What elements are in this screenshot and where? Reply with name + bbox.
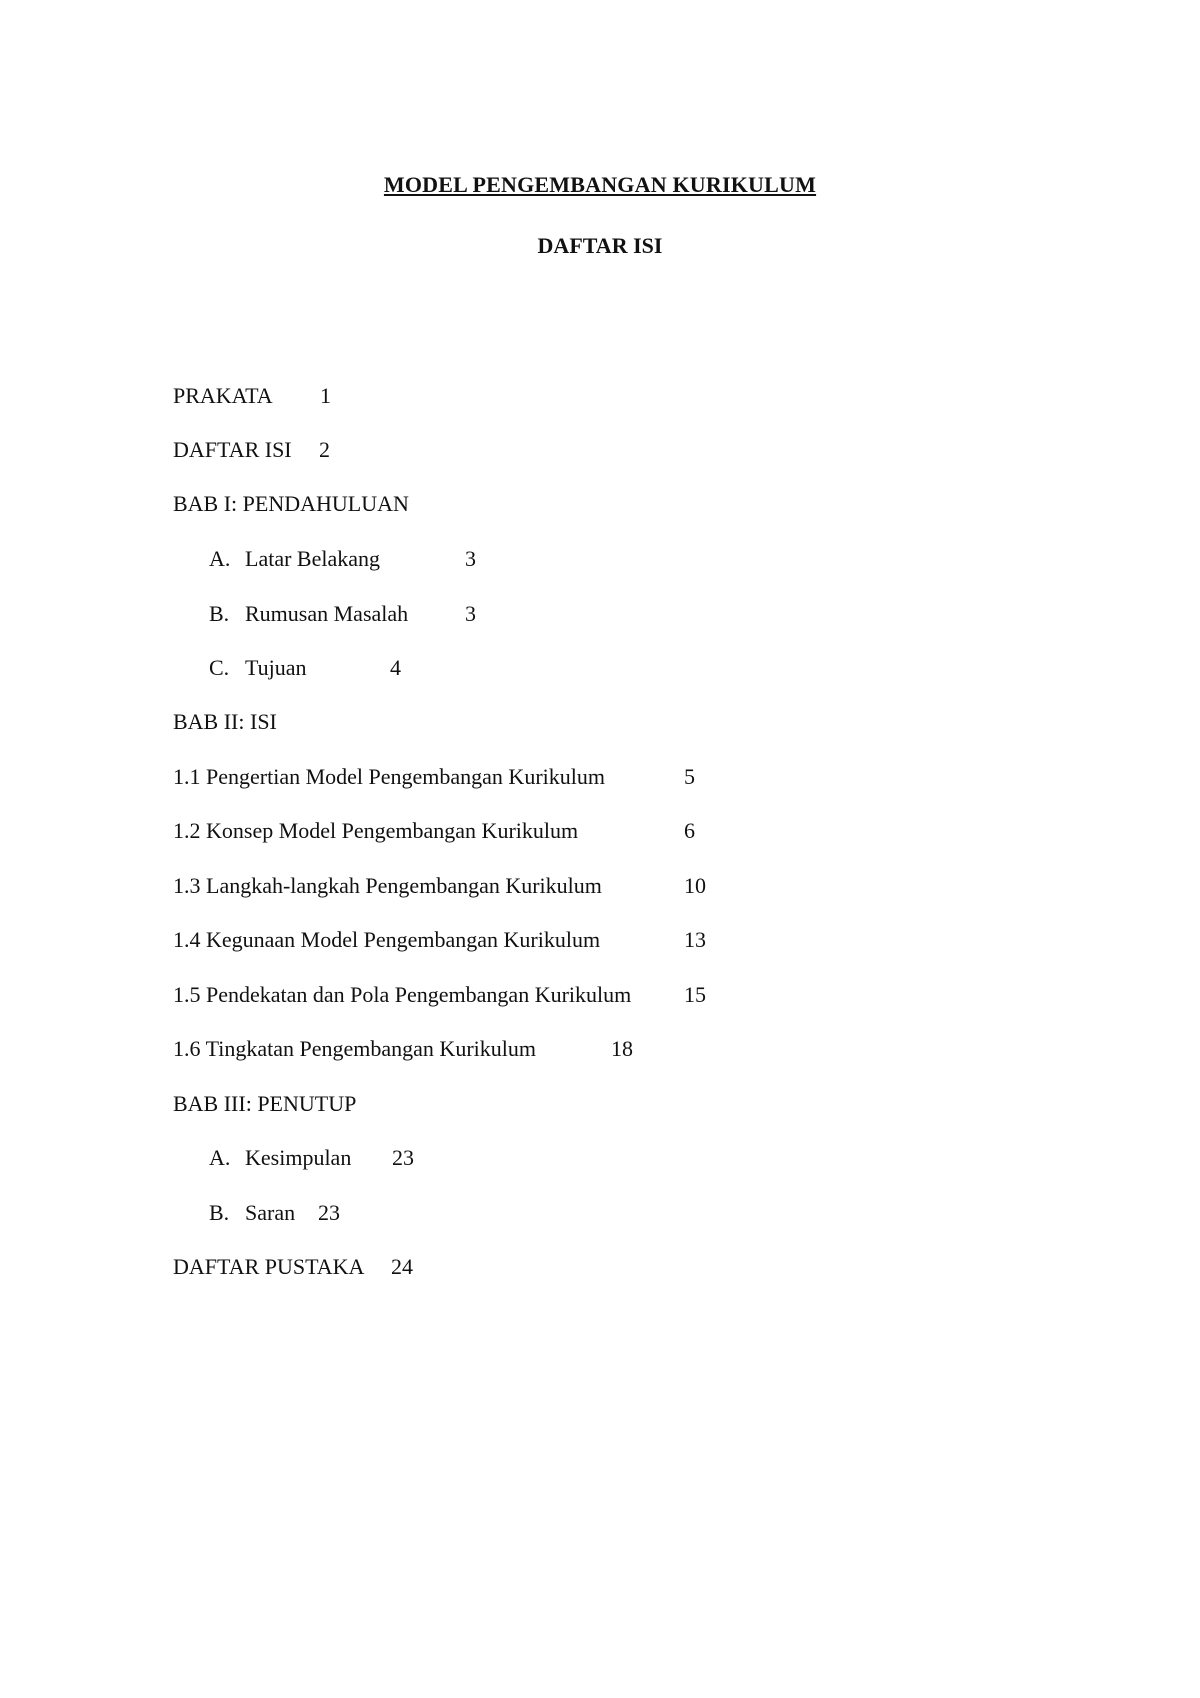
toc-entry-page: 24 <box>391 1254 413 1279</box>
toc-section <box>173 873 706 899</box>
toc-section-page: 10 <box>684 873 706 898</box>
toc-section-label: 1.4 Kegunaan Model Pengembangan Kurikulum <box>173 927 601 952</box>
toc-subentry-page: 23 <box>318 1200 340 1225</box>
toc-section-page: 5 <box>684 764 695 789</box>
toc-subentry <box>209 601 476 627</box>
toc-section-page: 13 <box>684 927 706 952</box>
toc-subentry-label: Tujuan <box>245 655 307 680</box>
toc-section <box>173 764 695 790</box>
toc-section-label: 1.3 Langkah-langkah Pengembangan Kurikulum <box>173 873 602 898</box>
toc-entry-page: 1 <box>320 383 331 408</box>
toc-entry-prakata <box>173 383 331 409</box>
toc-subentry-letter: B. <box>209 601 230 626</box>
toc-section <box>173 1036 633 1062</box>
toc-subentry-page: 3 <box>465 546 476 571</box>
toc-section-label: 1.1 Pengertian Model Pengembangan Kurikulum <box>173 764 605 789</box>
toc-chapter-bab2: BAB II: ISI <box>173 709 277 734</box>
toc-section-page: 18 <box>611 1036 633 1061</box>
toc-entry-label: DAFTAR ISI <box>173 437 292 462</box>
toc-subentry-page: 23 <box>392 1145 414 1170</box>
toc-section <box>173 818 695 844</box>
toc-entry-daftar-isi <box>173 437 330 463</box>
toc-entry-label: DAFTAR PUSTAKA <box>173 1254 365 1279</box>
toc-section-label: 1.2 Konsep Model Pengembangan Kurikulum <box>173 818 579 843</box>
toc-subentry-letter: A. <box>209 546 231 571</box>
toc-subentry-label: Kesimpulan <box>245 1145 352 1170</box>
toc-section-page: 6 <box>684 818 695 843</box>
toc-subentry <box>209 1200 340 1226</box>
toc-section-label: 1.6 Tingkatan Pengembangan Kurikulum <box>173 1036 536 1061</box>
toc-subentry <box>209 546 476 572</box>
toc-section-page: 15 <box>684 982 706 1007</box>
document-title: MODEL PENGEMBANGAN KURIKULUM <box>383 172 817 197</box>
toc-entry-daftar-pustaka <box>173 1254 413 1280</box>
toc-subentry-page: 4 <box>390 655 401 680</box>
toc-subentry-page: 3 <box>465 601 476 626</box>
toc-subentry-letter: C. <box>209 655 230 680</box>
toc-heading: DAFTAR ISI <box>537 233 663 258</box>
toc-subentry-letter: A. <box>209 1145 231 1170</box>
toc-subentry <box>209 1145 414 1171</box>
toc-subentry-letter: B. <box>209 1200 230 1225</box>
toc-entry-label: PRAKATA <box>173 383 273 408</box>
toc-section <box>173 927 706 953</box>
toc-subentry <box>209 655 401 681</box>
toc-subentry-label: Rumusan Masalah <box>245 601 409 626</box>
toc-chapter-bab1: BAB I: PENDAHULUAN <box>173 491 409 516</box>
toc-section-label: 1.5 Pendekatan dan Pola Pengembangan Kurikulum <box>173 982 632 1007</box>
toc-subentry-label: Latar Belakang <box>245 546 380 571</box>
toc-entry-page: 2 <box>319 437 330 462</box>
toc-subentry-label: Saran <box>245 1200 296 1225</box>
toc-section <box>173 982 706 1008</box>
toc-chapter-bab3: BAB III: PENUTUP <box>173 1091 357 1116</box>
